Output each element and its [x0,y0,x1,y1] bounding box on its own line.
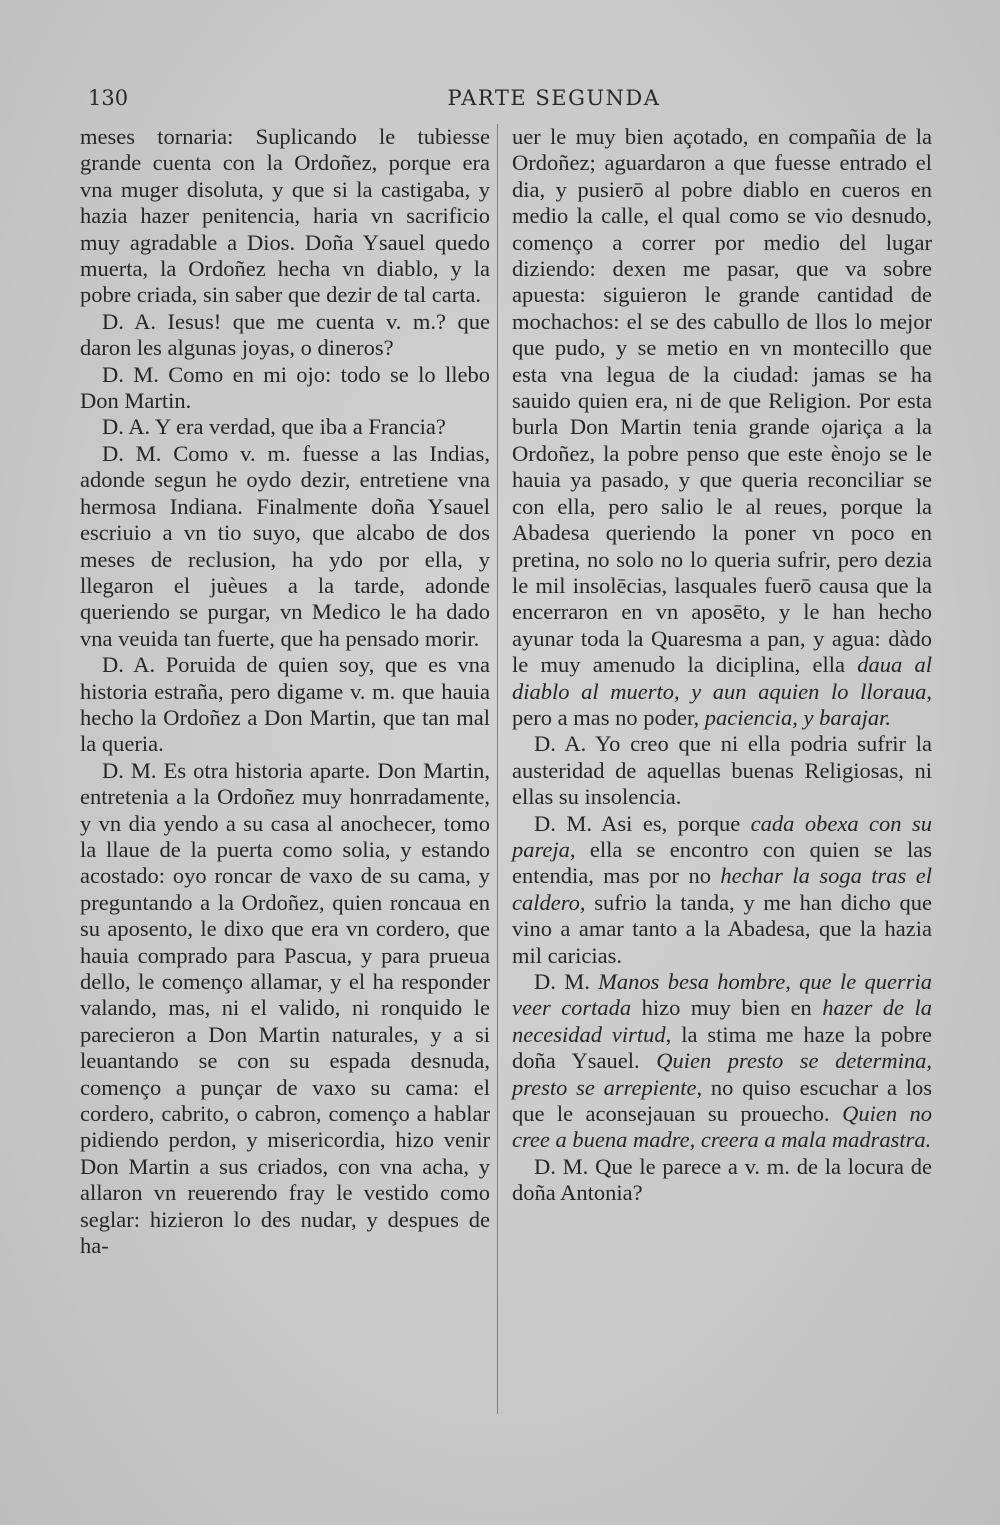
text-run: , pero a mas no poder, [512,678,932,730]
page-number: 130 [88,86,129,110]
text-run: , sufrio la tanda, y me han dicho que vino a amar tanto a la Abadesa, que la hazia mil caricias. [512,889,932,968]
paragraph: D. A. Yo creo que ni ella podria sufrir la austeridad de aquellas buenas Religiosas, ni ellas su insolencia. [512,731,932,810]
running-head: PARTE SEGUNDA [447,86,661,110]
italic-phrase: hechar la soga tras el caldero [512,863,932,915]
text-run: , ella se encontro con quien se las entendia, mas por no [512,836,932,889]
paragraph: D. M. Como en mi ojo: todo se lo llebo Don Martin. [80,361,490,414]
paragraph: D. M. Es otra historia aparte. Don Martin, entretenia a la Ordoñez muy honrradamente, y vn dia yendo a su casa al anochecer, tomo la llaue de la puerta como solia, y estando acostado: oyo roncar de vaxo de su cama, y preguntando a la Ordoñez, quien roncaua en su aposento, le dixo que era vn cordero, que hauia comprado para Pascua, y para prueua dello, le començo allamar, y el ha responder valando, mas, ni el valido, ni ronquido le parecieron a Don Martin naturales, y a si leuantando se con su espada desnuda, començo a punçar de vaxo su cama: el cordero, cabrito, o cabron, començo a hablar pidiendo perdon, y misericordia, hizo venir Don Martin a sus criados, con vna acha, y allaron vn reuerendo fray le vestido como seglar: hizieron lo des nudar, y despues de ha- [80,757,490,1259]
italic-phrase: hazer de la necesidad virtud [512,995,932,1047]
italic-phrase: Quien no cree a buena madre, creera a mala madrastra. [512,1101,932,1153]
text-run: , no quiso escuchar a los que le aconsejauan su prouecho. [512,1074,932,1127]
left-column [80,124,490,1259]
paragraph: D. A. Iesus! que me cuenta v. m.? que daron les algunas joyas, o dineros? [80,308,490,361]
paragraph: meses tornaria: Suplicando le tubiesse grande cuenta con la Ordoñez, porque era vna muger disoluta, y que si la castigaba, y hazia hazer penitencia, haria vn sacrificio muy agradable a Dios. Doña Ysauel quedo muerta, la Ordoñez hecha vn diablo, y la pobre criada, sin saber que dezir de tal carta. [80,124,490,308]
paragraph: D. M. Como v. m. fuesse a las Indias, adonde segun he oydo dezir, entretiene vna hermosa Indiana. Finalmente doña Ysauel escriuio a vn tio suyo, que alcabo de dos meses de reclusion, ha ydo por ella, y llegaron el juèues a la tarde, adonde queriendo se purgar, vn Medico le ha dado vna veuida tan fuerte, que ha pensado morir. [80,440,490,651]
paragraph [512,969,932,1154]
page-header [88,86,940,116]
paragraph: D. A. Poruida de quien soy, que es vna historia estraña, pero digame v. m. que hauia hecho la Ordoñez a Don Martin, que tan mal la queria. [80,652,490,757]
italic-phrase: daua al diablo al muerto, y aun aquien lo llorаua [512,652,932,704]
text-run: D. M. Asi es, porque [534,810,751,836]
paragraph [512,811,932,969]
paragraph: D. A. Y era verdad, que iba a Francia? [102,414,446,440]
text-run: hizo muy bien en [631,995,823,1021]
text-run: uer le muy bien açotado, en compañia de la Ordoñez; aguardaron a que fuesse entrado el dia, y pusierō al pobre diablo en cueros en medio la calle, el qual como se vio desnudo, començo a correr por medio del lugar diziendo: dexen me pasar, que va sobre apuesta: siguieron le grande cantidad de mochachos: el se des cabullo de llos lo mejor que pudo, y se metio en vn montecillo que esta vna legua de la ciudad: jamas se ha sauido quien era, ni de que Religion. Por esta burla Don Martin tenia grande ojariça a la Ordoñez, la pobre penso que este ènojo se le hauia ya pasado, y que queria reconciliar se con ella, pero salio le al reues, porque la Abadesa queriendo la poner vn poco en pretina, no solo no lo queria sufrir, pero dezia le mil insolēcias, lasquales fuerō causa que la encerraron en vn aposēto, y le han hecho ayunar toda la Quaresma a pan, y agua: dàdo le muy amenudo la diciplina, ella [512,124,932,678]
italic-phrase: paciencia, y barajar. [704,704,892,730]
text-run: , la stima me haze la pobre doña Ysauel. [512,1021,933,1074]
paragraph [512,124,932,731]
column-divider [497,124,498,1414]
right-column [512,124,932,1207]
italic-phrase: Quien presto se determina, presto se arrepiente [512,1048,932,1100]
italic-phrase: cada obexa con su pareja [512,810,933,862]
text-run: D. M. [534,969,599,994]
italic-phrase: Manos besa hombre, que le querria veer cortada [512,969,932,1021]
paragraph: D. M. Que le parece a v. m. de la locura de doña Antonia? [512,1153,932,1206]
